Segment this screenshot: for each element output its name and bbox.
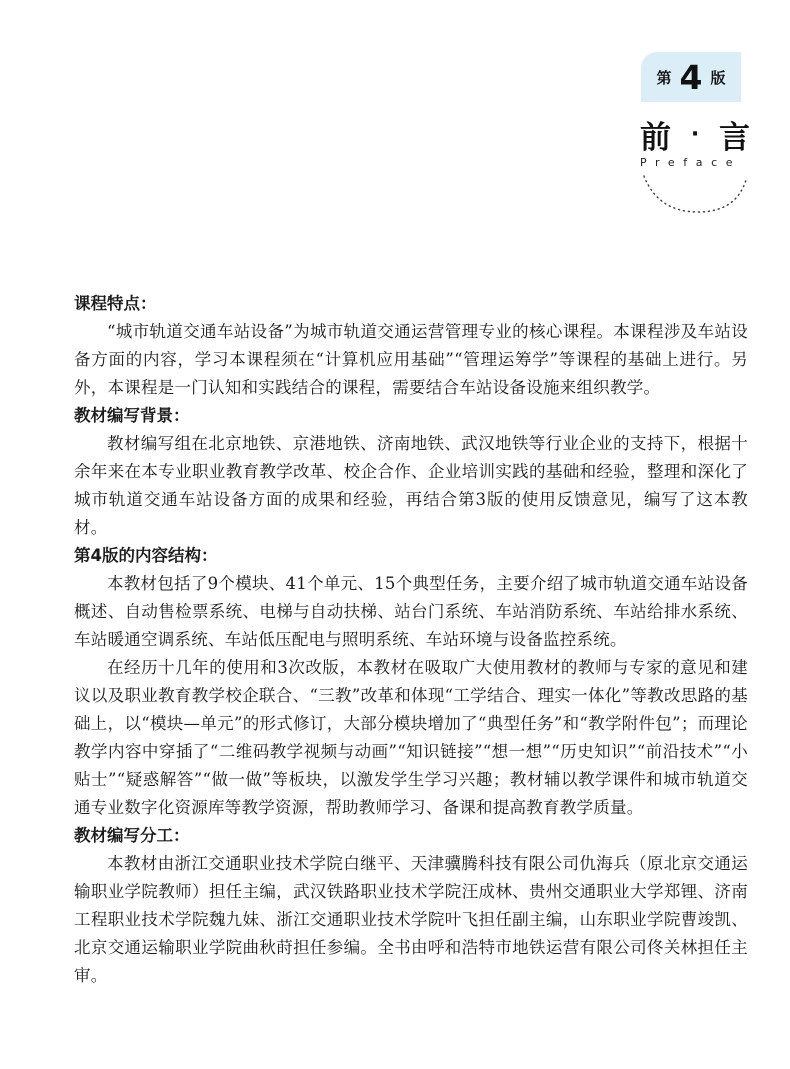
section-heading: 第4版的内容结构：	[74, 546, 218, 565]
page-title	[640, 112, 750, 157]
section-heading: 课程特点：	[74, 294, 157, 313]
edition-suffix: 版	[710, 68, 726, 87]
paragraph: 教材编写组在北京地铁、京港地铁、济南地铁、武汉地铁等行业企业的支持下，根据十余年来在本专业职业教育教学改革、校企合作、企业培训实践的基础和经验，整理和深化了城市轨道交通车站设备方面的成果和经验，再结合第3版的使用反馈意见，编写了这本教材。	[74, 434, 748, 537]
paragraph: “城市轨道交通车站设备”为城市轨道交通运营管理专业的核心课程。本课程涉及车站设备方面的内容，学习本课程须在“计算机应用基础”“管理运筹学”等课程的基础上进行。另外，本课程是一门认知和实践结合的课程，需要结合车站设备设施来组织教学。	[74, 322, 748, 397]
edition-number: 4	[679, 57, 703, 97]
paragraph: 本教材由浙江交通职业技术学院白继平、天津骥腾科技有限公司仇海兵（原北京交通运输职业学院教师）担任主编，武汉铁路职业技术学院汪成林、贵州交通职业大学郑锂、济南工程职业技术学院魏九妹、浙江交通职业技术学院叶飞担任副主编，山东职业学院曹竣凯、北京交通运输职业学院曲秋莳担任参编。全书由呼和浩特市地铁运营有限公司佟关林担任主审。	[74, 854, 748, 985]
section-heading: 教材编写背景：	[74, 406, 190, 425]
title-char-1: 前	[640, 120, 671, 156]
title-char-2: 言	[718, 120, 750, 156]
preface-body	[74, 290, 748, 990]
edition-tab	[641, 52, 741, 102]
section-background	[74, 402, 748, 542]
page-subtitle: Preface	[640, 156, 742, 169]
section-course-features	[74, 290, 748, 402]
section-heading: 教材编写分工：	[74, 826, 190, 845]
title-dot: ·	[690, 122, 700, 147]
edition-prefix: 第	[656, 68, 672, 87]
paragraph: 本教材包括了9个模块、41个单元、15个典型任务，主要介绍了城市轨道交通车站设备概述、自动售检票系统、电梯与自动扶梯、站台门系统、车站消防系统、车站给排水系统、车站暖通空调系统、车站低压配电与照明系统、车站环境与设备监控系统。	[74, 574, 748, 649]
section-structure	[74, 542, 748, 822]
paragraph: 在经历十几年的使用和3次改版，本教材在吸取广大使用教材的教师与专家的意见和建议以及职业教育教学校企联合、“三教”改革和体现“工学结合、理实一体化”等教改思路的基础上，以“模块—单元”的形式修订，大部分模块增加了“典型任务”和“教学附件包”；而理论教学内容中穿插了“二维码教学视频与动画”“知识链接”“想一想”“历史知识”“前沿技术”“小贴士”“疑惑解答”“做一做”等板块，以激发学生学习兴趣；教材辅以教学课件和城市轨道交通专业数字化资源库等教学资源，帮助教师学习、备课和提高教育教学质量。	[74, 658, 748, 817]
section-division	[74, 822, 748, 990]
dotted-arc-ornament	[640, 172, 750, 218]
